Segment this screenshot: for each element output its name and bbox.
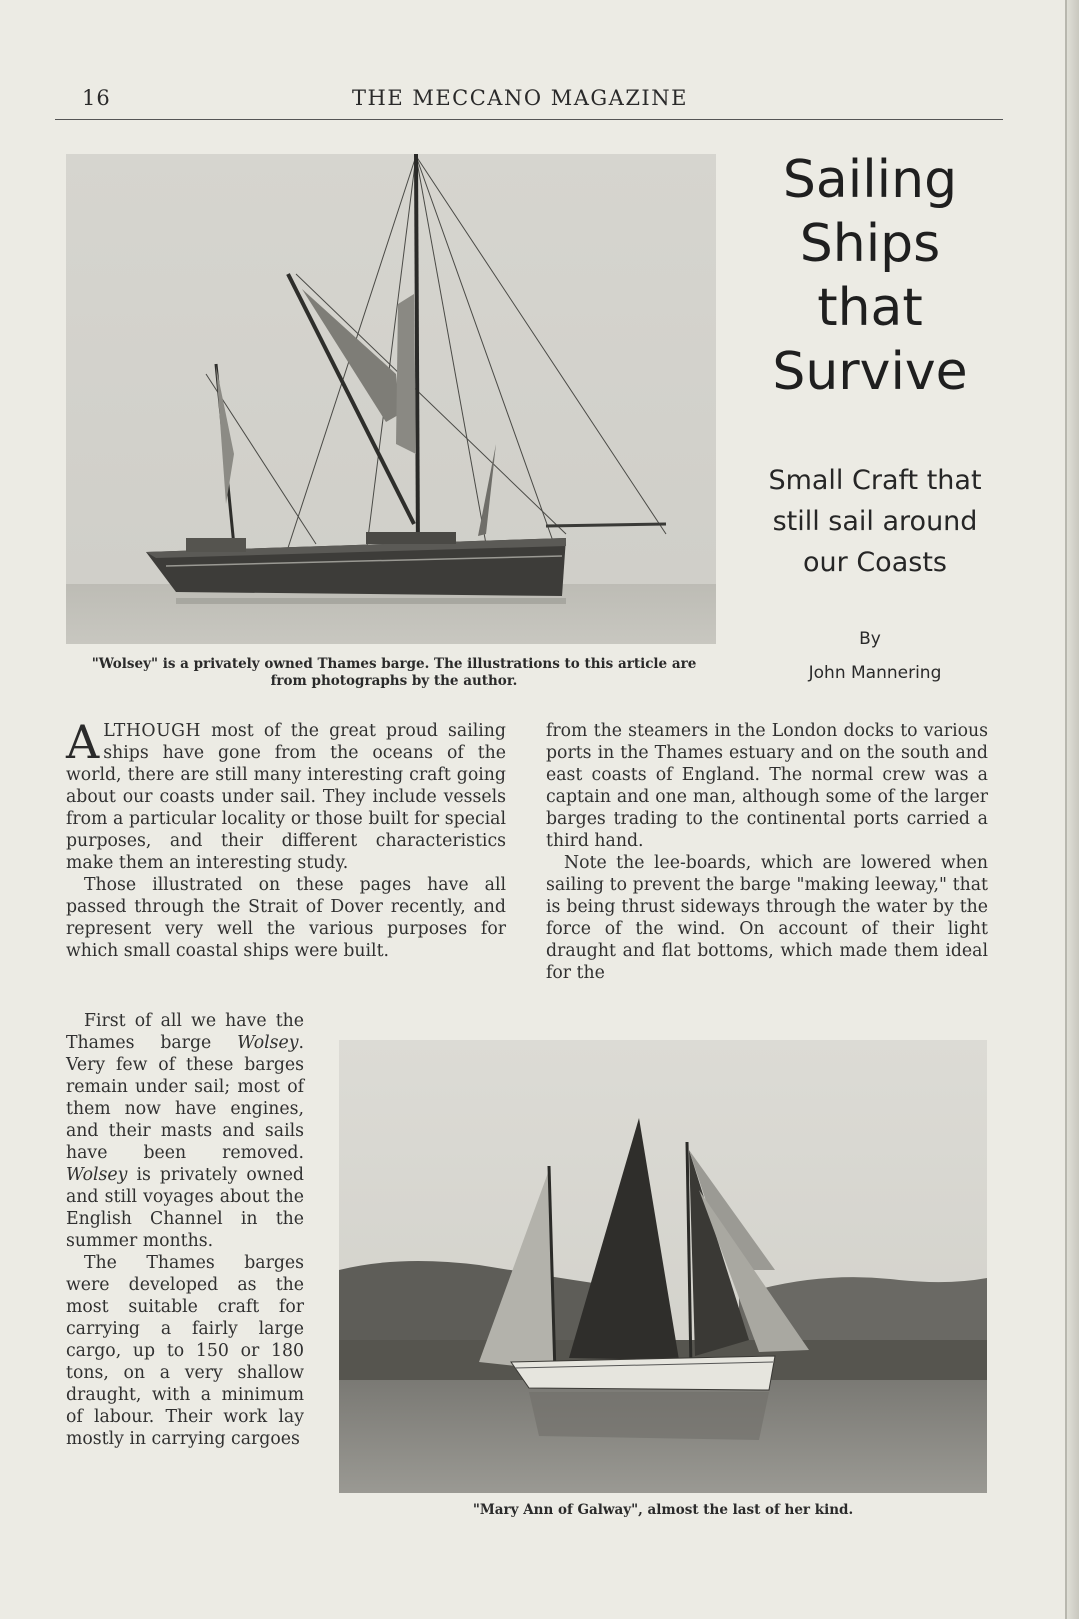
title-line: Survive [772,342,968,402]
title-line: Sailing [782,150,958,210]
paragraph [66,1010,304,1252]
body-column-narrow [66,1010,304,1450]
wolsey-photo-caption [60,656,728,690]
paragraph-text: First of all we have the Thames barge [66,1011,304,1053]
drop-cap: A [66,715,100,769]
byline-by: By [859,629,881,649]
title-line: that [817,278,923,338]
body-column-right [546,720,988,984]
paragraph-text: most of the great proud sailing ships have gone from the oceans of the world, there are still many interesting craft going about our coasts under sail. They include vessels from a particular locality or those built for special purposes, and their different characteristics make them an interesting study. [66,721,506,873]
mary-ann-photo-caption: "Mary Ann of Galway", almost the last of her kind. [472,1502,854,1518]
page-number: 16 [82,86,111,110]
paragraph: Note the lee-boards, which are lowered when sailing to prevent the barge "making leeway," that is being thrust sideways through the water by the force of the wind. On account of their light draught and flat bottoms, which made them ideal for the [546,853,988,983]
page-edge [1065,0,1079,1619]
ship-name: Wolsey [66,1165,128,1185]
paragraph: Those illustrated on these pages have all passed through the Strait of Dover recently, and represent very well the various purposes for which small coastal ships were built. [66,875,506,961]
body-column-left [66,715,506,962]
header-rule [55,119,1003,120]
page-edge-shadow [1065,0,1067,1619]
lead-word: LTHOUGH [103,721,202,741]
subtitle-line: still sail around [772,506,978,537]
paragraph-text: is privately owned and still voyages about the English Channel in the summer months. [66,1165,304,1251]
paragraph-text: . Very few of these barges remain under sail; most of them now have engines, and their masts and sails have been removed. [66,1033,304,1163]
subtitle-line: our Coasts [803,547,947,578]
magazine-title: THE MECCANO MAGAZINE [352,86,688,110]
wolsey-barge-photo [66,154,716,644]
byline-author: John Mannering [808,663,942,683]
caption-line: from photographs by the author. [270,673,518,689]
title-line: Ships [799,214,941,274]
article-title [760,148,980,404]
caption-line: "Wolsey" is a privately owned Thames barge. The illustrations to this article are [91,656,697,672]
ship-name: Wolsey [237,1033,299,1053]
subtitle-line: Small Craft that [768,465,982,496]
article-subtitle [740,460,1010,583]
paragraph [66,715,506,874]
paragraph: The Thames barges were developed as the most suitable craft for carrying a fairly large cargo, up to 150 or 180 tons, on a very shallow draught, with a minimum of labour. Their work lay mostly in carrying cargoes [66,1253,304,1449]
paragraph: from the steamers in the London docks to various ports in the Thames estuary and on the south and east coasts of England. The normal crew was a captain and one man, although some of the larger barges trading to the continental ports carried a third hand. [546,721,988,851]
mary-ann-of-galway-photo [339,1040,987,1493]
